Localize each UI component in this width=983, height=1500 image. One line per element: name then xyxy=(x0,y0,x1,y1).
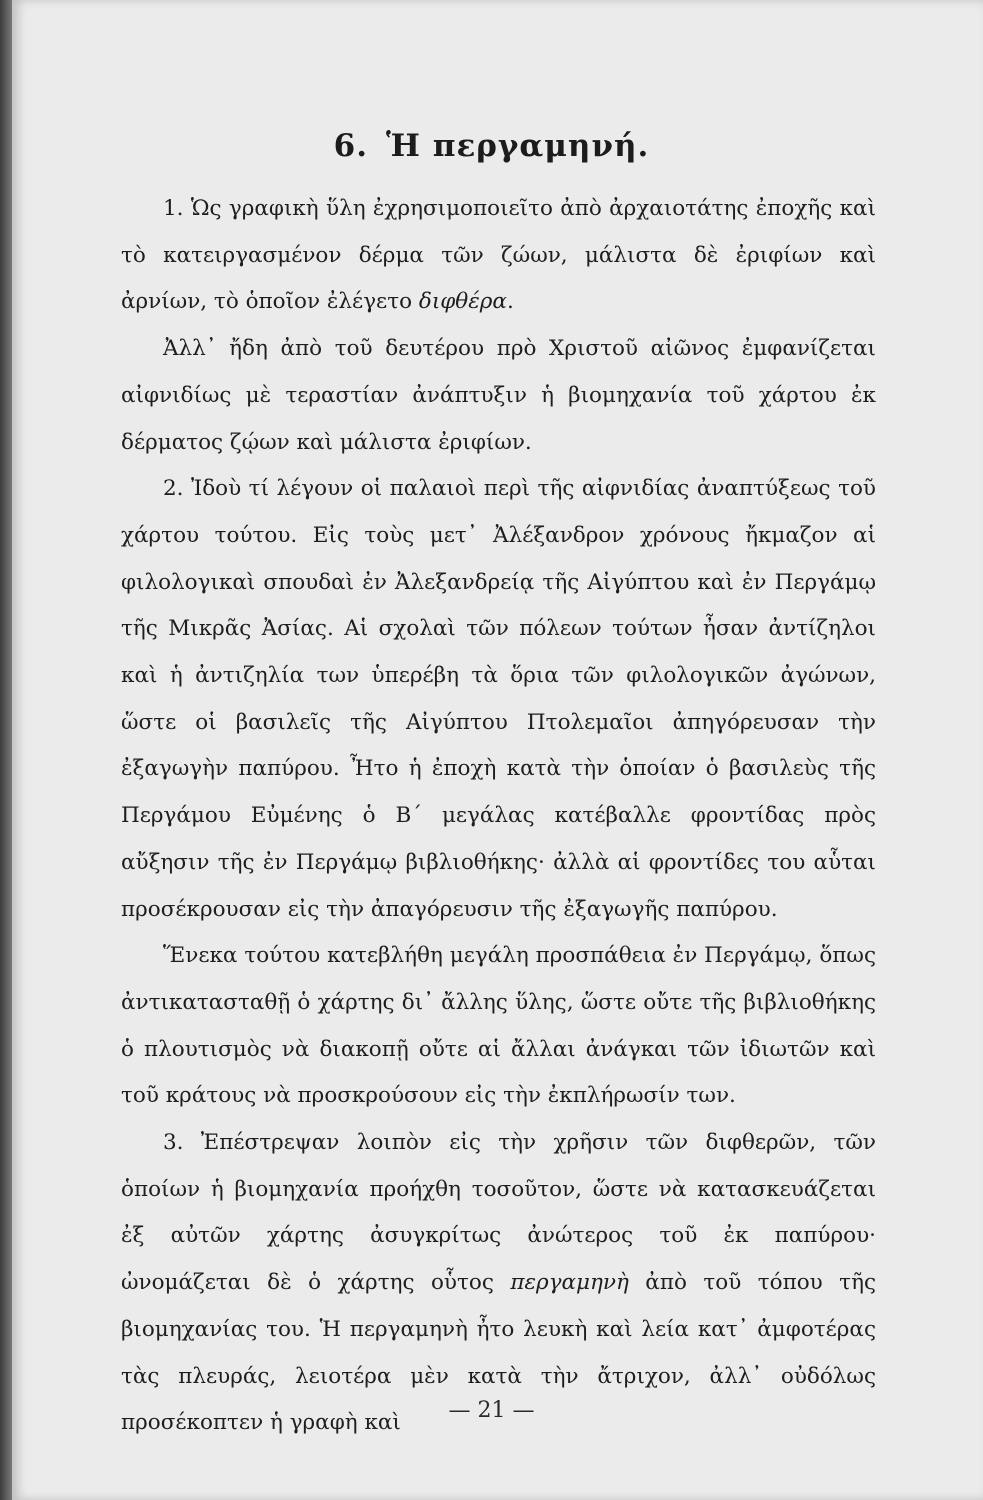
book-gutter xyxy=(0,0,12,1500)
emphasized-term: περγαμηνὴ xyxy=(510,1270,629,1296)
paragraph-text: ἀπὸ τοῦ τόπου τῆς βιομηχανίας του. Ἡ περγαμηνὴ ἦτο λευκὴ καὶ λεία κατ᾽ ἀμφοτέρας τὰς πλευράς, λειοτέρα μὲν κατὰ τὴν ἄτριχον, ἀλλ᾽ οὐδόλως προσέκοπτεν ἡ γραφὴ καὶ xyxy=(121,1270,877,1436)
page-number: — 21 — xyxy=(448,1398,535,1423)
paragraph-text: Ἀλλ᾽ ἤδη ἀπὸ τοῦ δευτέρου πρὸ Χριστοῦ αἰῶνος ἐμφανίζεται αἰφνιδίως μὲ τεραστίαν ἀνάπτυξιν ἡ βιομηχανία τοῦ χάρτου ἐκ δέρματος ζῴων καὶ μάλιστα ἐριφίων. xyxy=(121,336,876,455)
chapter-number: 6. xyxy=(333,128,369,164)
paragraph-text: 3. Ἐπέστρεψαν λοιπὸν εἰς τὴν χρῆσιν τῶν διφθερῶν, τῶν ὁποίων ἡ βιομηχανία προήχθη τοσοῦτον, ὥστε νὰ κατασκευάζεται ἐξ αὐτῶν χάρτης ἀσυγκρίτως ἀνώτερος τοῦ ἐκ παπύρου· ὠνομάζεται δὲ ὁ χάρτης οὗτος xyxy=(121,1130,876,1296)
paragraph-1 xyxy=(121,186,876,326)
emphasized-term: διφθέρα xyxy=(418,289,507,315)
paragraph-text: 1. Ὡς γραφικὴ ὕλη ἐχρησιμοποιεῖτο ἀπὸ ἀρχαιοτάτης ἐποχῆς καὶ τὸ κατειργασμένον δέρμα τῶν ζώων, μάλιστα δὲ ἐριφίων καὶ ἀρνίων, τὸ ὁποῖον ἐλέγετο xyxy=(121,196,876,315)
chapter-heading xyxy=(0,128,983,164)
paragraph-text: 2. Ἰδοὺ τί λέγουν οἱ παλαιοὶ περὶ τῆς αἰφνιδίας ἀναπτύξεως τοῦ χάρτου τούτου. Εἰς τοὺς μετ᾽ Ἀλέξανδρον χρόνους ἤκμαζον αἱ φιλολογικαὶ σπουδαὶ ἐν Ἀλεξανδρείᾳ τῆς Αἰγύπτου καὶ ἐν Περγάμῳ τῆς Μικρᾶς Ἀσίας. Αἱ σχολαὶ τῶν πόλεων τούτων ἦσαν ἀντίζηλοι καὶ ἡ ἀντιζηλία των ὑπερέβη τὰ ὅρια τῶν φιλολογικῶν ἀγώνων, ὥστε οἱ βασιλεῖς τῆς Αἰγύπτου Πτολεμαῖοι ἀπηγόρευσαν τὴν ἐξαγωγὴν παπύρου. Ἦτο ἡ ἐποχὴ κατὰ τὴν ὁποίαν ὁ βασιλεὺς τῆς Περγάμου Εὐμένης ὁ Β´ μεγάλας κατέβαλλε φροντίδας πρὸς αὔξησιν τῆς ἐν Περγάμῳ βιβλιοθήκης· ἀλλὰ αἱ φροντίδες του αὗται προσέκρουσαν εἰς τὴν ἀπαγόρευσιν τῆς ἐξαγωγῆς παπύρου. xyxy=(121,476,876,922)
paragraph-text: . xyxy=(506,289,514,315)
paragraph-2 xyxy=(121,326,876,466)
chapter-title: Ἡ περγαμηνή. xyxy=(386,128,650,164)
paragraph-text: Ἕνεκα τούτου κατεβλήθη μεγάλη προσπάθεια ἐν Περγάμῳ, ὅπως ἀντικατασταθῇ ὁ χάρτης δι᾽ ἄλλης ὕλης, ὥστε οὔτε τῆς βιβλιοθήκης ὁ πλουτισμὸς νὰ διακοπῇ οὔτε αἱ ἄλλαι ἀνάγκαι τῶν ἰδιωτῶν καὶ τοῦ κράτους νὰ προσκρούσουν εἰς τὴν ἐκπλήρωσίν των. xyxy=(121,943,876,1109)
body-text xyxy=(121,186,876,1447)
paragraph-4 xyxy=(121,933,876,1120)
paragraph-3 xyxy=(121,466,876,933)
